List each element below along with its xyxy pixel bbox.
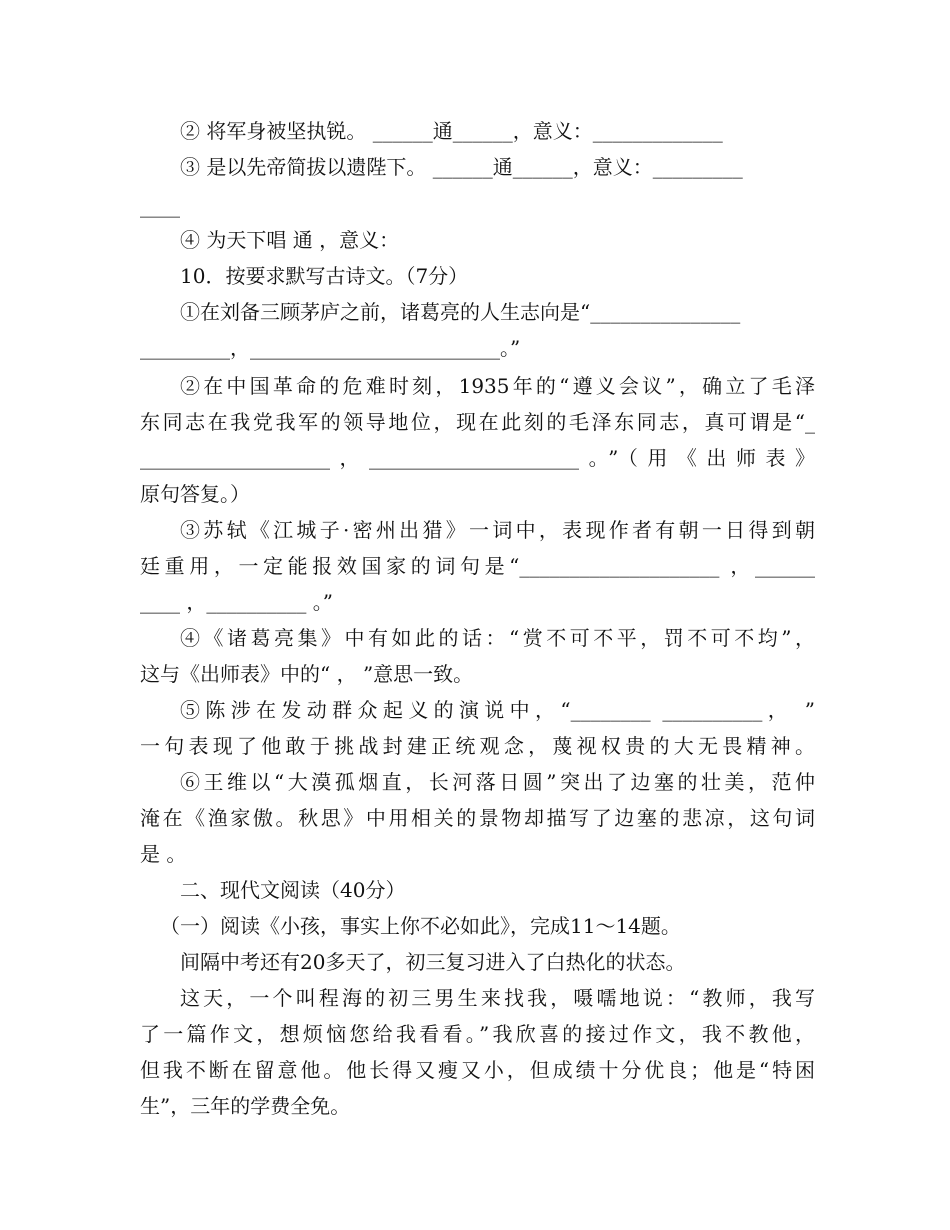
q10-item-3-line-3: ____ ，__________ 。” [140,590,333,614]
q10-heading: 10．按要求默写古诗文。（7分） [180,264,469,288]
q9-item-3-continuation: ____ [140,194,180,218]
passage-paragraph-2: 这天，一个叫程海的初三男生来找我，嗫嚅地说：“教师，我写 [180,986,815,1010]
passage-paragraph-2-line-4: 生”，三年的学费全免。 [140,1094,351,1118]
q10-item-2: ②在中国革命的危难时刻，1935年的“遵义会议”，确立了毛泽 [180,374,815,398]
q9-item-2: ② 将军身被坚执锐。 ______通______，意义：_____________ [180,119,723,143]
passage-paragraph-1: 间隔中考还有20多天了，初三复习进入了白热化的状态。 [180,950,686,974]
passage-paragraph-2-line-3: 但我不断在留意他。他长得又瘦又小，但成绩十分优良；他是“特困 [140,1058,815,1082]
section-2-heading: 二、现代文阅读（40分） [180,878,406,902]
q10-item-5-line-2: 一句表现了他敢于挑战封建正统观念，蔑视权贵的大无畏精神。 [140,734,815,758]
q10-item-4: ④《诸葛亮集》中有如此的话：“赏不可不平，罚不可不均”， [180,626,815,650]
q9-item-3: ③ 是以先帝简拔以遗陛下。 ______通______，意义：_________ [180,155,743,179]
q10-item-6-line-3: 是 。 [140,842,187,866]
q9-item-4: ④ 为天下唱 通 ，意义： [180,228,400,252]
q10-item-2-line-2: 东同志在我党我军的领导地位，现在此刻的毛泽东同志，真可谓是“_ [140,410,815,434]
reading-1-heading: （一）阅读《小孩，事实上你不必如此》，完成11～14题。 [160,914,681,938]
q10-item-2-line-3: ___________________，_____________________。”（用《出师表》 [140,446,815,470]
q10-item-6: ⑥王维以“大漠孤烟直，长河落日圆”突出了边塞的壮美，范仲 [180,770,815,794]
q10-item-6-line-2: 淹在《渔家傲。秋思》中用相关的景物却描写了边塞的悲凉，这句词 [140,806,815,830]
q10-item-2-line-4: 原句答复。） [140,482,250,506]
q10-item-1-continuation: _________，_________________________。” [140,336,521,360]
q10-item-5: ⑤陈涉在发动群众起义的演说中，“________ __________， ” [180,698,815,722]
q10-item-1: ①在刘备三顾茅庐之前，诸葛亮的人生志向是“_______________ [180,300,741,324]
passage-paragraph-2-line-2: 了一篇作文，想烦恼您给我看看。”我欣喜的接过作文，我不教他， [140,1022,815,1046]
q10-item-4-line-2: 这与《出师表》中的“ ， ”意思一致。 [140,662,474,686]
q10-item-3-line-2: 廷重用，一定能报效国家的词句是“____________________ ，______ [140,554,815,578]
q10-item-3: ③苏轼《江城子·密州出猎》一词中，表现作者有朝一日得到朝 [180,518,815,542]
